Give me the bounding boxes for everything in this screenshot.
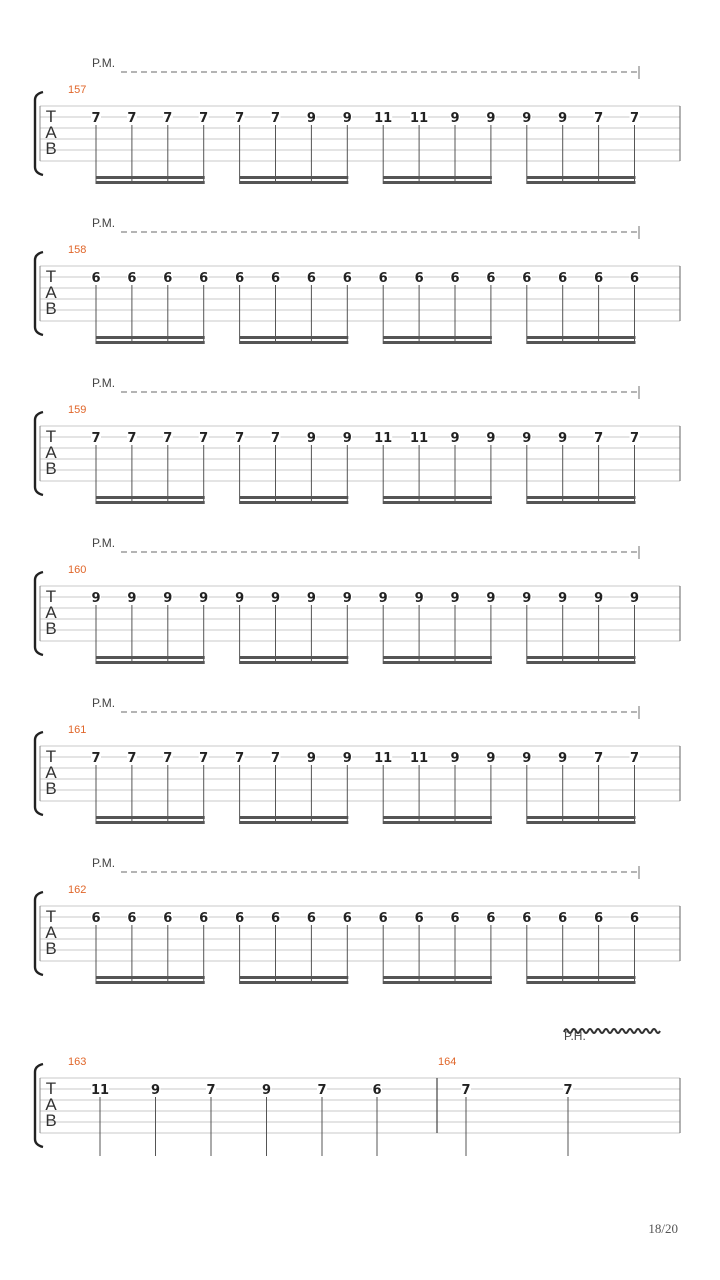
tab-letter: B [45,299,57,318]
measure-number: 157 [68,84,87,96]
measure-number: 162 [68,884,87,896]
palm-mute-label: P.M. [92,536,116,550]
beam-primary [240,976,349,979]
fret-number: 9 [342,751,352,766]
palm-mute-label: P.M. [92,376,116,390]
beam-primary [240,176,349,179]
beam-secondary [240,501,349,504]
fret-number: 7 [163,111,173,126]
beam-primary [383,336,492,339]
fret-number: 9 [378,591,388,606]
beam-secondary [96,821,205,824]
fret-number: 9 [629,591,640,606]
tab-letter: T [45,747,57,766]
pinch-harmonic-label: P.H. [564,1029,586,1043]
beam-secondary [527,341,636,344]
fret-number: 9 [261,1083,272,1098]
beam-secondary [240,981,349,984]
tab-letter: B [45,619,57,638]
tab-letter: A [45,123,57,142]
fret-number: 9 [558,431,568,446]
fret-number: 6 [629,271,640,286]
beam-secondary [527,501,636,504]
beam-secondary [96,661,205,664]
beam-secondary [383,341,492,344]
beam-primary [383,816,492,819]
fret-number: 6 [558,271,568,286]
tab-letter: B [45,139,57,158]
beam-primary [383,976,492,979]
tab-system [35,216,680,344]
fret-number: 7 [629,111,640,126]
fret-number: 9 [199,591,209,606]
fret-number: 6 [414,271,424,286]
beam-secondary [96,981,205,984]
measure-number: 161 [68,724,87,736]
tab-letter: B [45,939,57,958]
fret-number: 9 [270,591,281,606]
fret-number: 6 [372,1083,382,1098]
beam-secondary [240,181,349,184]
beam-secondary [527,981,636,984]
fret-number: 9 [306,591,316,606]
tab-letter: A [45,443,57,462]
system-bracket [35,572,43,655]
measure-number: 160 [68,564,87,576]
beam-primary [527,176,636,179]
fret-number: 6 [522,271,532,286]
beam-secondary [240,341,349,344]
fret-number: 7 [270,111,281,126]
fret-number: 6 [306,271,316,286]
fret-number: 7 [563,1083,573,1098]
fret-number: 9 [306,751,316,766]
fret-number: 11 [374,431,393,446]
fret-number: 6 [486,271,496,286]
fret-number: 7 [91,111,101,126]
beam-primary [240,496,349,499]
fret-number: 7 [127,111,137,126]
measure-number: 163 [68,1056,87,1068]
tab-letter: A [45,603,57,622]
fret-number: 9 [522,591,532,606]
fret-number: 6 [342,911,352,926]
beam-primary [527,816,636,819]
fret-number: 6 [235,911,245,926]
fret-number: 9 [450,591,460,606]
fret-number: 7 [270,431,281,446]
measure-number: 164 [438,1056,457,1068]
beam-secondary [383,981,492,984]
beam-secondary [96,341,205,344]
fret-number: 6 [235,271,245,286]
tab-letter: T [45,587,57,606]
fret-number: 9 [522,431,532,446]
tab-letter: B [45,459,57,478]
beam-secondary [383,661,492,664]
fret-number: 11 [410,751,429,766]
beam-primary [527,656,636,659]
beam-secondary [383,181,492,184]
tab-letter: A [45,1095,57,1114]
fret-number: 6 [270,911,281,926]
fret-number: 11 [410,431,429,446]
measure-number: 158 [68,244,87,256]
palm-mute-label: P.M. [92,56,116,70]
system-bracket [35,892,43,975]
tab-letter: A [45,283,57,302]
fret-number: 6 [163,911,173,926]
fret-number: 7 [629,431,640,446]
beam-secondary [527,821,636,824]
fret-number: 6 [199,911,209,926]
fret-number: 6 [127,271,137,286]
fret-number: 7 [270,751,281,766]
fret-number: 9 [558,751,568,766]
fret-number: 7 [594,111,604,126]
fret-number: 7 [317,1083,327,1098]
fret-number: 7 [199,431,209,446]
fret-number: 6 [594,911,604,926]
fret-number: 9 [342,431,352,446]
tab-letter: T [45,1079,57,1098]
fret-number: 11 [374,111,393,126]
fret-number: 9 [306,111,316,126]
fret-number: 9 [342,111,352,126]
fret-number: 11 [90,1083,110,1098]
beam-primary [527,976,636,979]
system-bracket [35,252,43,335]
fret-number: 7 [235,111,245,126]
beam-secondary [240,661,349,664]
fret-number: 6 [378,271,388,286]
fret-number: 6 [127,911,137,926]
beam-primary [96,336,205,339]
beam-primary [240,816,349,819]
beam-secondary [383,501,492,504]
fret-number: 6 [270,271,281,286]
palm-mute-label: P.M. [92,856,116,870]
beam-primary [527,336,636,339]
beam-primary [96,176,205,179]
fret-number: 7 [235,751,245,766]
system-bracket [35,92,43,175]
palm-mute-label: P.M. [92,216,116,230]
fret-number: 7 [91,751,101,766]
fret-number: 6 [91,271,101,286]
fret-number: 9 [306,431,316,446]
system-bracket [35,1064,43,1147]
fret-number: 6 [450,911,460,926]
fret-number: 6 [594,271,604,286]
system-bracket [35,412,43,495]
fret-number: 9 [235,591,245,606]
system-bracket [35,732,43,815]
tab-system [35,856,680,984]
tab-system [35,376,680,504]
palm-mute-label: P.M. [92,696,116,710]
tab-letter: A [45,763,57,782]
fret-number: 11 [410,111,429,126]
fret-number: 6 [629,911,640,926]
tab-letter: T [45,267,57,286]
beam-primary [383,496,492,499]
fret-number: 6 [558,911,568,926]
fret-number: 9 [486,751,496,766]
tab-letter: B [45,1111,57,1130]
measure-number: 159 [68,404,87,416]
fret-number: 7 [629,751,640,766]
fret-number: 9 [522,111,532,126]
beam-primary [383,176,492,179]
fret-number: 7 [594,751,604,766]
page-number: 18/20 [648,1221,678,1236]
tab-system [35,56,680,184]
fret-number: 9 [127,591,137,606]
fret-number: 9 [450,431,460,446]
beam-secondary [240,821,349,824]
tab-system [35,536,680,664]
beam-primary [383,656,492,659]
tab-system-final [35,1029,680,1156]
fret-number: 9 [450,751,460,766]
fret-number: 6 [450,271,460,286]
fret-number: 7 [461,1083,471,1098]
fret-number: 11 [374,751,393,766]
fret-number: 7 [163,751,173,766]
fret-number: 6 [199,271,209,286]
fret-number: 9 [558,111,568,126]
fret-number: 6 [378,911,388,926]
fret-number: 7 [163,431,173,446]
beam-primary [240,336,349,339]
beam-secondary [96,181,205,184]
fret-number: 7 [206,1083,216,1098]
fret-number: 9 [486,111,496,126]
fret-number: 7 [91,431,101,446]
fret-number: 6 [522,911,532,926]
fret-number: 9 [163,591,173,606]
beam-primary [96,816,205,819]
fret-number: 6 [414,911,424,926]
beam-secondary [383,821,492,824]
fret-number: 9 [342,591,352,606]
tab-letter: T [45,427,57,446]
fret-number: 6 [342,271,352,286]
fret-number: 9 [594,591,604,606]
fret-number: 9 [486,591,496,606]
fret-number: 6 [91,911,101,926]
beam-primary [527,496,636,499]
fret-number: 6 [163,271,173,286]
tab-letter: T [45,907,57,926]
beam-secondary [527,661,636,664]
fret-number: 7 [127,431,137,446]
tab-letter: A [45,923,57,942]
beam-primary [96,976,205,979]
fret-number: 9 [91,591,101,606]
beam-primary [96,656,205,659]
fret-number: 7 [235,431,245,446]
fret-number: 7 [199,751,209,766]
beam-secondary [527,181,636,184]
fret-number: 9 [486,431,496,446]
fret-number: 9 [558,591,568,606]
tab-letter: T [45,107,57,126]
fret-number: 7 [199,111,209,126]
tab-letter: B [45,779,57,798]
fret-number: 9 [522,751,532,766]
beam-primary [240,656,349,659]
fret-number: 6 [306,911,316,926]
fret-number: 7 [127,751,137,766]
fret-number: 6 [486,911,496,926]
fret-number: 9 [414,591,424,606]
tab-system [35,696,680,824]
fret-number: 9 [450,111,460,126]
fret-number: 9 [150,1083,161,1098]
beam-secondary [96,501,205,504]
beam-primary [96,496,205,499]
fret-number: 7 [594,431,604,446]
